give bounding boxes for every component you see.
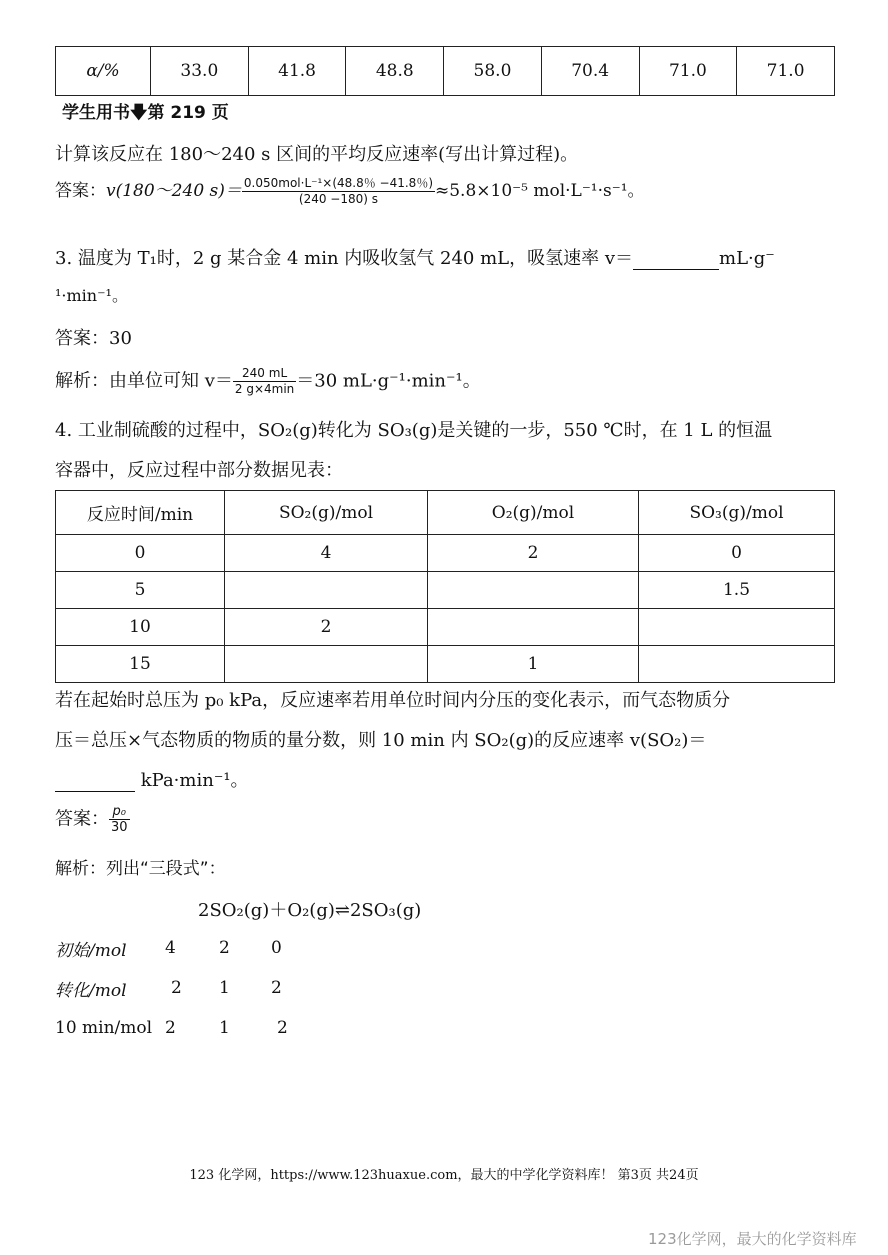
table-cell — [225, 572, 428, 609]
table-cell: 71.0 — [639, 47, 737, 96]
table-cell: 15 — [56, 646, 225, 683]
question-3-unit: mL·g⁻ — [719, 248, 775, 269]
answer-line — [55, 176, 645, 207]
table-cell: 2 — [271, 978, 282, 998]
book-reference-label: 学生用书 — [62, 103, 130, 123]
table-cell: 0 — [271, 938, 282, 958]
page-footer: 123 化学网，https://www.123huaxue.com，最大的中学化学资料库！ 第3页 共24页 — [189, 1168, 699, 1183]
reaction-data-table — [55, 490, 835, 683]
table-cell: 2 — [428, 535, 639, 572]
answer-result: ≈5.8×10⁻⁵ mol·L⁻¹·s⁻¹。 — [435, 181, 645, 201]
analysis-line — [55, 366, 481, 397]
table-cell — [428, 572, 639, 609]
fraction-numerator: 0.050mol·L⁻¹×(48.8％ −41.8％) — [243, 176, 433, 190]
table-cell: 1 — [219, 1018, 230, 1038]
table-row — [55, 1008, 311, 1048]
table-cell: 0 — [639, 535, 835, 572]
table-row — [56, 535, 835, 572]
question-4-paragraph-1: 若在起始时总压为 p₀ kPa，反应速率若用单位时间内分压的变化表示，而气态物质分 — [55, 690, 731, 711]
reaction-equation: 2SO₂(g)＋O₂(g)⇌2SO₃(g) — [198, 900, 422, 921]
table-cell — [639, 646, 835, 683]
table-cell — [225, 646, 428, 683]
answer-line: 答案：30 — [55, 328, 132, 349]
answer-blank — [633, 248, 719, 270]
question-4-paragraph-3 — [55, 766, 249, 792]
fraction — [109, 804, 130, 835]
answer-line — [55, 804, 130, 835]
table-cell: 4 — [165, 938, 176, 958]
table-cell: α/% — [56, 47, 151, 96]
question-3-continued: ¹·min⁻¹。 — [55, 286, 128, 305]
table-cell: 4 — [225, 535, 428, 572]
table-header: 反应时间/min — [56, 491, 225, 535]
down-arrow-icon: 🡇 — [130, 103, 148, 123]
table-cell: 70.4 — [541, 47, 639, 96]
table-cell — [639, 609, 835, 646]
table-header: SO₂(g)/mol — [225, 491, 428, 535]
fraction-denominator: (240 −180) s — [298, 192, 378, 206]
fraction-denominator: 2 g×4min — [234, 382, 295, 396]
question-prompt: 计算该反应在 180～240 s 区间的平均反应速率(写出计算过程)。 — [55, 144, 579, 165]
table-row — [56, 572, 835, 609]
analysis-result: ＝30 mL·g⁻¹·min⁻¹。 — [296, 370, 481, 392]
table-cell: 0 — [56, 535, 225, 572]
question-4-line-2: 容器中，反应过程中部分数据见表： — [55, 460, 343, 481]
table-cell: 1 — [428, 646, 639, 683]
table-cell: 5 — [56, 572, 225, 609]
table-cell: 1 — [219, 978, 230, 998]
answer-label: 答案： — [55, 808, 109, 830]
table-cell: 2 — [277, 1018, 288, 1038]
table-cell: 33.0 — [151, 47, 249, 96]
table-cell: 2 — [219, 938, 230, 958]
table-header: O₂(g)/mol — [428, 491, 639, 535]
table-cell: 10 — [56, 609, 225, 646]
fraction — [242, 176, 435, 207]
table-cell: 58.0 — [444, 47, 542, 96]
table-row — [56, 646, 835, 683]
table-row — [56, 609, 835, 646]
analysis-line: 解析：列出“三段式”： — [55, 859, 226, 879]
conversion-table — [55, 46, 835, 96]
table-cell: 71.0 — [737, 47, 835, 96]
fraction-denominator: 30 — [111, 820, 128, 835]
table-row — [55, 928, 311, 968]
table-cell: 2 — [225, 609, 428, 646]
table-cell: 48.8 — [346, 47, 444, 96]
answer-blank — [55, 770, 135, 792]
analysis-text: 由单位可知 v＝ — [109, 370, 233, 392]
answer-label: 答案： — [55, 181, 106, 201]
analysis-label: 解析： — [55, 370, 109, 392]
table-cell: 1.5 — [639, 572, 835, 609]
table-cell — [428, 609, 639, 646]
table-header: SO₃(g)/mol — [639, 491, 835, 535]
fraction-numerator: p₀ — [109, 804, 130, 820]
question-4-unit: kPa·min⁻¹。 — [140, 770, 249, 791]
watermark: 123化学网，最大的化学资料库 — [648, 1230, 857, 1248]
book-reference-page: 第 219 页 — [147, 103, 229, 123]
table-row — [55, 968, 311, 1008]
table-cell: 41.8 — [248, 47, 346, 96]
row-label: 10 min/mol — [55, 1018, 153, 1038]
rate-expression: v(180～240 s)＝ — [106, 181, 242, 201]
question-3-text: 3. 温度为 T₁时，2 g 某合金 4 min 内吸收氢气 240 mL，吸氢速率 v＝ — [55, 248, 634, 269]
row-label: 初始/mol — [55, 940, 127, 961]
three-stage-table — [55, 928, 311, 1048]
fraction — [233, 366, 296, 397]
row-label: 转化/mol — [55, 980, 127, 1001]
table-cell: 2 — [165, 1018, 176, 1038]
table-cell: 2 — [171, 978, 182, 998]
question-4-line-1: 4. 工业制硫酸的过程中，SO₂(g)转化为 SO₃(g)是关键的一步，550 ℃时，在 1 L 的恒温 — [55, 420, 773, 441]
question-4-paragraph-2: 压＝总压×气态物质的物质的量分数，则 10 min 内 SO₂(g)的反应速率 v(SO₂)＝ — [55, 730, 707, 751]
fraction-numerator: 240 mL — [233, 366, 296, 382]
question-3 — [55, 244, 775, 270]
book-reference — [62, 98, 229, 129]
